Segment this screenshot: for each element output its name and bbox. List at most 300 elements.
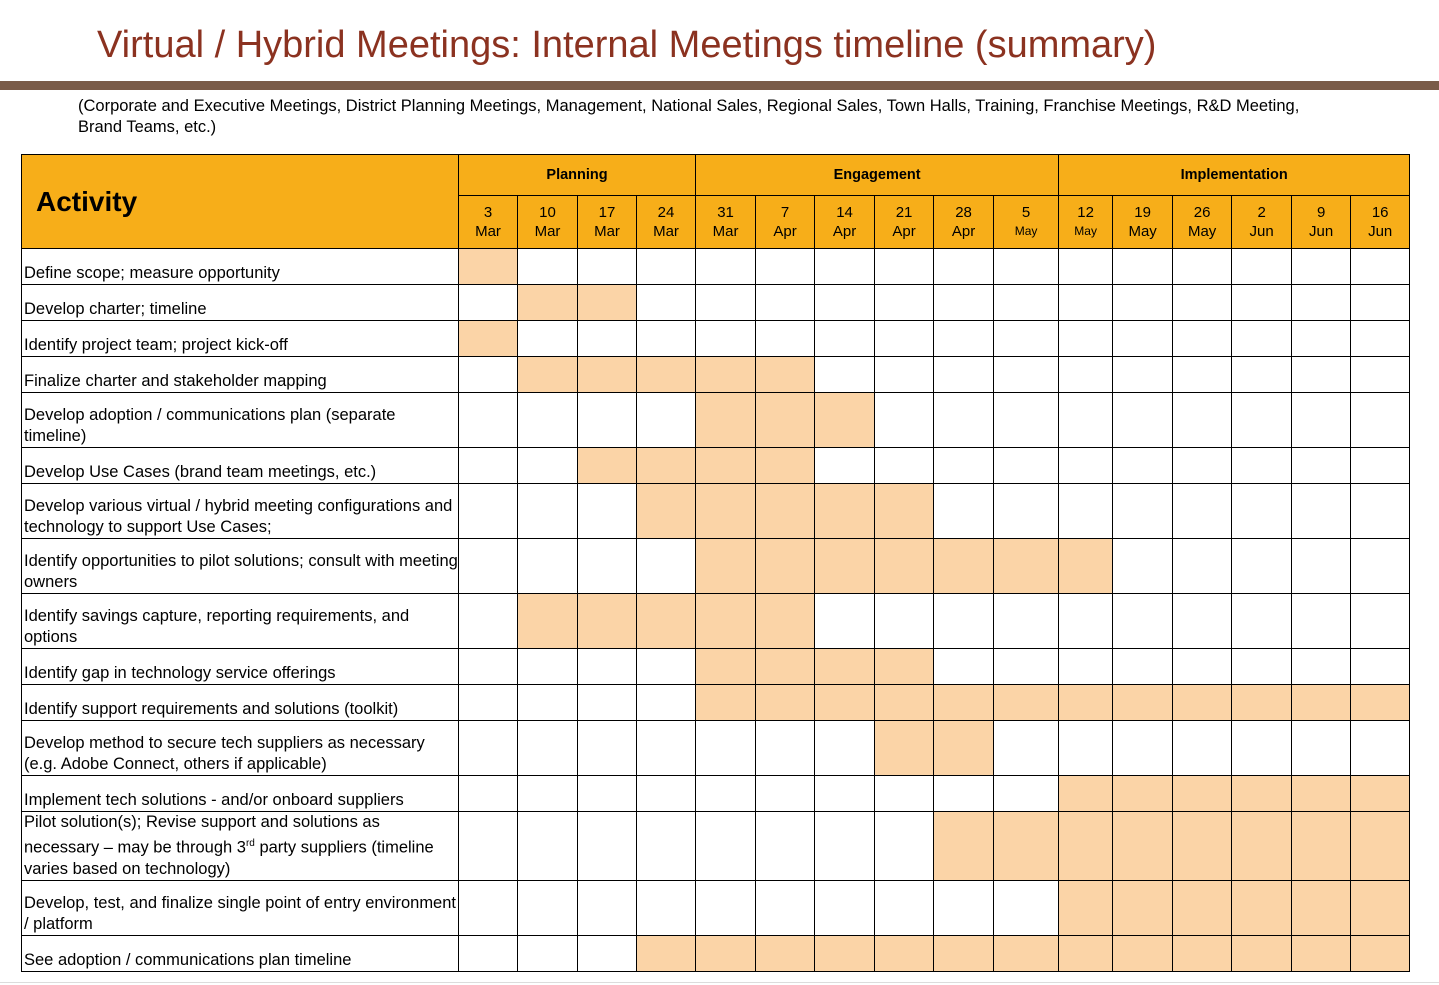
timeline-cell: [1351, 321, 1410, 357]
timeline-cell-active: [1292, 935, 1351, 971]
timeline-cell: [578, 539, 637, 594]
timeline-cell-active: [1173, 776, 1232, 812]
timeline-cell: [875, 357, 934, 393]
timeline-cell: [756, 285, 815, 321]
timeline-cell: [459, 448, 518, 484]
phase-header-planning: Planning: [459, 155, 696, 196]
timeline-cell: [696, 285, 756, 321]
timeline-cell-active: [1351, 812, 1410, 881]
timeline-cell-active: [1113, 935, 1173, 971]
timeline-cell: [459, 539, 518, 594]
timeline-cell: [994, 649, 1059, 685]
date-day: 10: [539, 204, 556, 221]
timeline-cell-active: [1113, 880, 1173, 935]
timeline-cell: [459, 285, 518, 321]
timeline-cell-active: [637, 484, 696, 539]
timeline-cell: [994, 357, 1059, 393]
timeline-cell: [815, 594, 875, 649]
timeline-cell: [815, 776, 875, 812]
timeline-cell: [459, 594, 518, 649]
timeline-cell-active: [1232, 812, 1292, 881]
timeline-cell: [637, 285, 696, 321]
timeline-cell: [1232, 484, 1292, 539]
timeline-cell: [459, 721, 518, 776]
activity-label: Identify opportunities to pilot solutions; consult with meeting owners: [22, 539, 459, 594]
timeline-cell-active: [994, 685, 1059, 721]
timeline-cell: [518, 249, 578, 285]
timeline-table: [21, 154, 1410, 972]
timeline-cell: [578, 393, 637, 448]
date-header: [756, 196, 815, 249]
timeline-cell: [815, 249, 875, 285]
timeline-cell: [815, 357, 875, 393]
timeline-cell-active: [875, 539, 934, 594]
timeline-cell-active: [1232, 685, 1292, 721]
timeline-cell: [578, 935, 637, 971]
timeline-cell: [1113, 649, 1173, 685]
timeline-cell: [1173, 321, 1232, 357]
date-day: 17: [598, 204, 616, 221]
timeline-cell: [994, 484, 1059, 539]
date-month: May: [1128, 223, 1157, 240]
date-month: Apr: [832, 223, 857, 240]
date-month: Apr: [951, 223, 976, 240]
timeline-cell-active: [1351, 880, 1410, 935]
table-row: [22, 776, 1410, 812]
timeline-cell: [696, 880, 756, 935]
timeline-cell: [578, 812, 637, 881]
timeline-cell: [1059, 448, 1113, 484]
timeline-cell: [1351, 249, 1410, 285]
date-month: Jun: [1249, 223, 1274, 240]
timeline-cell: [1113, 448, 1173, 484]
timeline-cell: [1232, 539, 1292, 594]
timeline-cell: [696, 321, 756, 357]
timeline-cell: [1351, 721, 1410, 776]
timeline-cell: [815, 721, 875, 776]
table-row: [22, 812, 1410, 881]
timeline-cell-active: [875, 649, 934, 685]
timeline-cell-active: [756, 594, 815, 649]
timeline-cell-active: [756, 649, 815, 685]
timeline-cell: [578, 721, 637, 776]
timeline-cell: [1173, 539, 1232, 594]
date-day: 9: [1316, 204, 1326, 221]
timeline-cell: [875, 812, 934, 881]
timeline-cell-active: [934, 721, 994, 776]
timeline-cell: [1173, 285, 1232, 321]
timeline-cell: [518, 776, 578, 812]
date-day: 7: [780, 204, 790, 221]
timeline-cell-active: [578, 448, 637, 484]
timeline-cell: [815, 880, 875, 935]
date-header: [934, 196, 994, 249]
timeline-cell: [756, 321, 815, 357]
timeline-cell: [637, 880, 696, 935]
timeline-cell: [1351, 285, 1410, 321]
timeline-cell-active: [578, 357, 637, 393]
timeline-cell-active: [696, 539, 756, 594]
date-month: Jun: [1309, 223, 1334, 240]
timeline-cell: [1351, 594, 1410, 649]
timeline-cell-active: [875, 484, 934, 539]
timeline-cell: [1232, 721, 1292, 776]
phase-header-implementation: Implementation: [1059, 155, 1410, 196]
date-day: 21: [895, 204, 913, 221]
timeline-cell: [1113, 393, 1173, 448]
timeline-cell: [459, 393, 518, 448]
timeline-cell-active: [1113, 776, 1173, 812]
timeline-cell-active: [1059, 812, 1113, 881]
timeline-cell-active: [875, 935, 934, 971]
timeline-cell: [1059, 357, 1113, 393]
timeline-cell: [1292, 539, 1351, 594]
timeline-cell: [1059, 649, 1113, 685]
timeline-cell: [1232, 249, 1292, 285]
timeline-cell: [637, 812, 696, 881]
table-row: [22, 285, 1410, 321]
timeline-cell-active: [578, 285, 637, 321]
timeline-cell: [1059, 393, 1113, 448]
timeline-cell: [815, 812, 875, 881]
date-month: Mar: [475, 223, 501, 240]
timeline-cell-active: [696, 594, 756, 649]
timeline-cell: [1113, 721, 1173, 776]
activity-label: Develop charter; timeline: [22, 285, 459, 321]
date-header: [1113, 196, 1173, 249]
timeline-cell-active: [994, 935, 1059, 971]
date-day: 26: [1193, 204, 1211, 221]
timeline-cell: [518, 448, 578, 484]
table-row: [22, 393, 1410, 448]
timeline-cell: [518, 880, 578, 935]
timeline-cell-active: [1173, 935, 1232, 971]
timeline-cell: [1351, 393, 1410, 448]
table-row: [22, 685, 1410, 721]
timeline-cell: [875, 880, 934, 935]
date-month: May: [1187, 223, 1217, 240]
timeline-cell-active: [1292, 812, 1351, 881]
timeline-cell: [696, 776, 756, 812]
timeline-cell-active: [1351, 685, 1410, 721]
table-row: [22, 321, 1410, 357]
timeline-cell-active: [1113, 685, 1173, 721]
timeline-cell: [994, 594, 1059, 649]
activity-label: Develop adoption / communications plan (separate timeline): [22, 393, 459, 448]
timeline-cell: [696, 721, 756, 776]
timeline-cell: [696, 249, 756, 285]
date-header: [578, 196, 637, 249]
timeline-cell-active: [637, 935, 696, 971]
timeline-cell: [875, 249, 934, 285]
activity-label: Develop, test, and finalize single point of entry environment / platform: [22, 880, 459, 935]
timeline-cell: [934, 880, 994, 935]
timeline-cell: [578, 776, 637, 812]
timeline-cell: [459, 812, 518, 881]
timeline-cell: [578, 321, 637, 357]
timeline-cell-active: [696, 484, 756, 539]
table-row: [22, 649, 1410, 685]
timeline-cell-active: [934, 685, 994, 721]
activity-label: Identify gap in technology service offerings: [22, 649, 459, 685]
timeline-cell: [1232, 594, 1292, 649]
timeline-cell-active: [756, 393, 815, 448]
activity-label: Identify savings capture, reporting requirements, and options: [22, 594, 459, 649]
table-row: [22, 594, 1410, 649]
timeline-cell: [637, 685, 696, 721]
timeline-cell-active: [696, 448, 756, 484]
timeline-cell: [815, 321, 875, 357]
date-month: Mar: [594, 223, 620, 240]
date-header: [637, 196, 696, 249]
date-day: 28: [955, 204, 972, 221]
timeline-cell-active: [459, 321, 518, 357]
timeline-cell: [756, 249, 815, 285]
activity-label: See adoption / communications plan timeline: [22, 935, 459, 971]
timeline-cell: [1113, 484, 1173, 539]
timeline-cell-active: [637, 448, 696, 484]
date-day: 19: [1134, 204, 1151, 221]
timeline-cell: [1351, 484, 1410, 539]
timeline-cell: [875, 776, 934, 812]
timeline-cell: [1292, 357, 1351, 393]
timeline-cell: [756, 776, 815, 812]
timeline-cell: [1173, 393, 1232, 448]
timeline-cell: [518, 935, 578, 971]
timeline-cell: [518, 721, 578, 776]
timeline-cell: [934, 776, 994, 812]
date-day: 31: [717, 204, 734, 221]
activity-label: Define scope; measure opportunity: [22, 249, 459, 285]
timeline-cell: [934, 321, 994, 357]
timeline-cell: [637, 649, 696, 685]
timeline-cell: [934, 594, 994, 649]
table-row: [22, 721, 1410, 776]
page-title: Virtual / Hybrid Meetings: Internal Meetings timeline (summary): [97, 24, 1157, 66]
timeline-cell: [578, 249, 637, 285]
table-row: [22, 357, 1410, 393]
timeline-cell-active: [1059, 539, 1113, 594]
timeline-cell: [1292, 721, 1351, 776]
table-row: [22, 448, 1410, 484]
timeline-cell: [459, 649, 518, 685]
timeline-cell: [875, 393, 934, 448]
timeline-cell: [1113, 249, 1173, 285]
timeline-cell: [459, 685, 518, 721]
timeline-cell-active: [1059, 880, 1113, 935]
timeline-cell: [1173, 594, 1232, 649]
timeline-cell-active: [1059, 776, 1113, 812]
timeline-cell-active: [518, 594, 578, 649]
timeline-cell: [994, 393, 1059, 448]
date-header: [1292, 196, 1351, 249]
timeline-cell: [1351, 539, 1410, 594]
date-month: Mar: [653, 223, 679, 240]
timeline-cell-active: [518, 357, 578, 393]
timeline-cell-active: [578, 594, 637, 649]
timeline-cell: [1173, 357, 1232, 393]
date-header: [1173, 196, 1232, 249]
timeline-cell-active: [934, 935, 994, 971]
timeline-cell: [637, 393, 696, 448]
date-month: Mar: [534, 223, 561, 240]
footer-line: [0, 982, 1439, 983]
timeline-cell-active: [1292, 776, 1351, 812]
timeline-cell: [637, 721, 696, 776]
activity-label: Identify project team; project kick-off: [22, 321, 459, 357]
timeline-cell: [459, 880, 518, 935]
timeline-cell: [875, 285, 934, 321]
timeline-cell-active: [815, 539, 875, 594]
timeline-cell: [934, 249, 994, 285]
timeline-cell: [518, 321, 578, 357]
timeline-cell-active: [1113, 812, 1173, 881]
date-month: Mar: [712, 223, 739, 240]
date-day: 16: [1371, 204, 1389, 221]
date-day: 12: [1077, 204, 1094, 221]
activity-label: Develop various virtual / hybrid meeting configurations and technology to support Use Cases;: [22, 484, 459, 539]
timeline-cell-active: [756, 685, 815, 721]
timeline-cell: [756, 721, 815, 776]
timeline-cell-active: [696, 649, 756, 685]
date-header: [459, 196, 518, 249]
timeline-cell: [1059, 721, 1113, 776]
timeline-cell: [1113, 594, 1173, 649]
timeline-cell: [756, 812, 815, 881]
timeline-cell: [1232, 285, 1292, 321]
timeline-cell: [875, 594, 934, 649]
timeline-cell-active: [696, 685, 756, 721]
timeline-cell: [518, 685, 578, 721]
timeline-cell: [1232, 649, 1292, 685]
timeline-cell: [1059, 484, 1113, 539]
timeline-cell-active: [1059, 685, 1113, 721]
date-header: [1351, 196, 1410, 249]
timeline-cell: [518, 812, 578, 881]
timeline-cell-active: [637, 357, 696, 393]
timeline-cell: [1232, 357, 1292, 393]
timeline-cell: [459, 935, 518, 971]
date-day: 3: [483, 204, 493, 221]
timeline-cell-active: [1292, 685, 1351, 721]
timeline-cell: [696, 812, 756, 881]
date-header: [1059, 196, 1113, 249]
timeline-cell-active: [1351, 935, 1410, 971]
timeline-cell-active: [1292, 880, 1351, 935]
phase-header-row: [22, 155, 1410, 196]
timeline-cell-active: [815, 685, 875, 721]
timeline-cell: [1351, 448, 1410, 484]
timeline-cell: [1173, 448, 1232, 484]
timeline-cell: [1292, 249, 1351, 285]
date-header: [1232, 196, 1292, 249]
timeline-cell: [1351, 649, 1410, 685]
timeline-cell: [637, 249, 696, 285]
activity-column-header: Activity: [22, 155, 459, 249]
timeline-cell-active: [994, 812, 1059, 881]
timeline-cell: [1059, 249, 1113, 285]
timeline-cell-active: [815, 935, 875, 971]
timeline-cell: [1113, 285, 1173, 321]
date-header: [875, 196, 934, 249]
timeline-cell: [934, 484, 994, 539]
timeline-cell: [518, 484, 578, 539]
date-month: May: [1074, 224, 1097, 238]
timeline-cell: [994, 321, 1059, 357]
date-month: Jun: [1368, 223, 1393, 240]
timeline-cell-active: [1173, 880, 1232, 935]
date-month: Apr: [773, 223, 797, 240]
date-header: [994, 196, 1059, 249]
timeline-cell: [1292, 393, 1351, 448]
timeline-cell: [934, 393, 994, 448]
timeline-cell: [994, 285, 1059, 321]
timeline-cell: [875, 448, 934, 484]
timeline-cell: [994, 880, 1059, 935]
timeline-cell: [1292, 649, 1351, 685]
timeline-cell: [1292, 321, 1351, 357]
timeline-cell: [1232, 321, 1292, 357]
date-header: [696, 196, 756, 249]
timeline-cell-active: [756, 448, 815, 484]
date-day: 24: [657, 204, 675, 221]
timeline-cell-active: [637, 594, 696, 649]
timeline-cell: [518, 539, 578, 594]
timeline-cell-active: [756, 935, 815, 971]
activity-label: Develop method to secure tech suppliers as necessary (e.g. Adobe Connect, others if applicable): [22, 721, 459, 776]
table-row: [22, 539, 1410, 594]
timeline-cell: [1059, 285, 1113, 321]
timeline-cell: [1059, 321, 1113, 357]
timeline-cell: [1292, 594, 1351, 649]
date-day: 5: [1021, 204, 1031, 221]
timeline-cell: [518, 649, 578, 685]
timeline-cell-active: [1232, 935, 1292, 971]
timeline-cell-active: [756, 484, 815, 539]
timeline-cell: [756, 880, 815, 935]
date-header: [518, 196, 578, 249]
timeline-cell-active: [518, 285, 578, 321]
timeline-cell-active: [934, 812, 994, 881]
timeline-cell: [1113, 539, 1173, 594]
date-day: 2: [1257, 204, 1266, 221]
date-header: [815, 196, 875, 249]
timeline-cell-active: [696, 935, 756, 971]
timeline-cell: [815, 285, 875, 321]
timeline-cell-active: [1059, 935, 1113, 971]
timeline-cell: [459, 484, 518, 539]
timeline-cell-active: [1232, 776, 1292, 812]
timeline-cell-active: [815, 484, 875, 539]
timeline-cell: [934, 649, 994, 685]
timeline-cell: [459, 357, 518, 393]
timeline-cell: [934, 357, 994, 393]
timeline-cell: [578, 685, 637, 721]
activity-label: Implement tech solutions - and/or onboard suppliers: [22, 776, 459, 812]
activity-label: Develop Use Cases (brand team meetings, etc.): [22, 448, 459, 484]
timeline-cell-active: [756, 539, 815, 594]
timeline-cell: [578, 484, 637, 539]
timeline-cell-active: [1351, 776, 1410, 812]
table-row: [22, 880, 1410, 935]
timeline-cell: [1292, 484, 1351, 539]
timeline-cell-active: [1173, 812, 1232, 881]
timeline-cell: [1292, 448, 1351, 484]
timeline-cell-active: [459, 249, 518, 285]
phase-header-engagement: Engagement: [696, 155, 1059, 196]
timeline-cell: [1173, 484, 1232, 539]
timeline-cell: [1232, 448, 1292, 484]
